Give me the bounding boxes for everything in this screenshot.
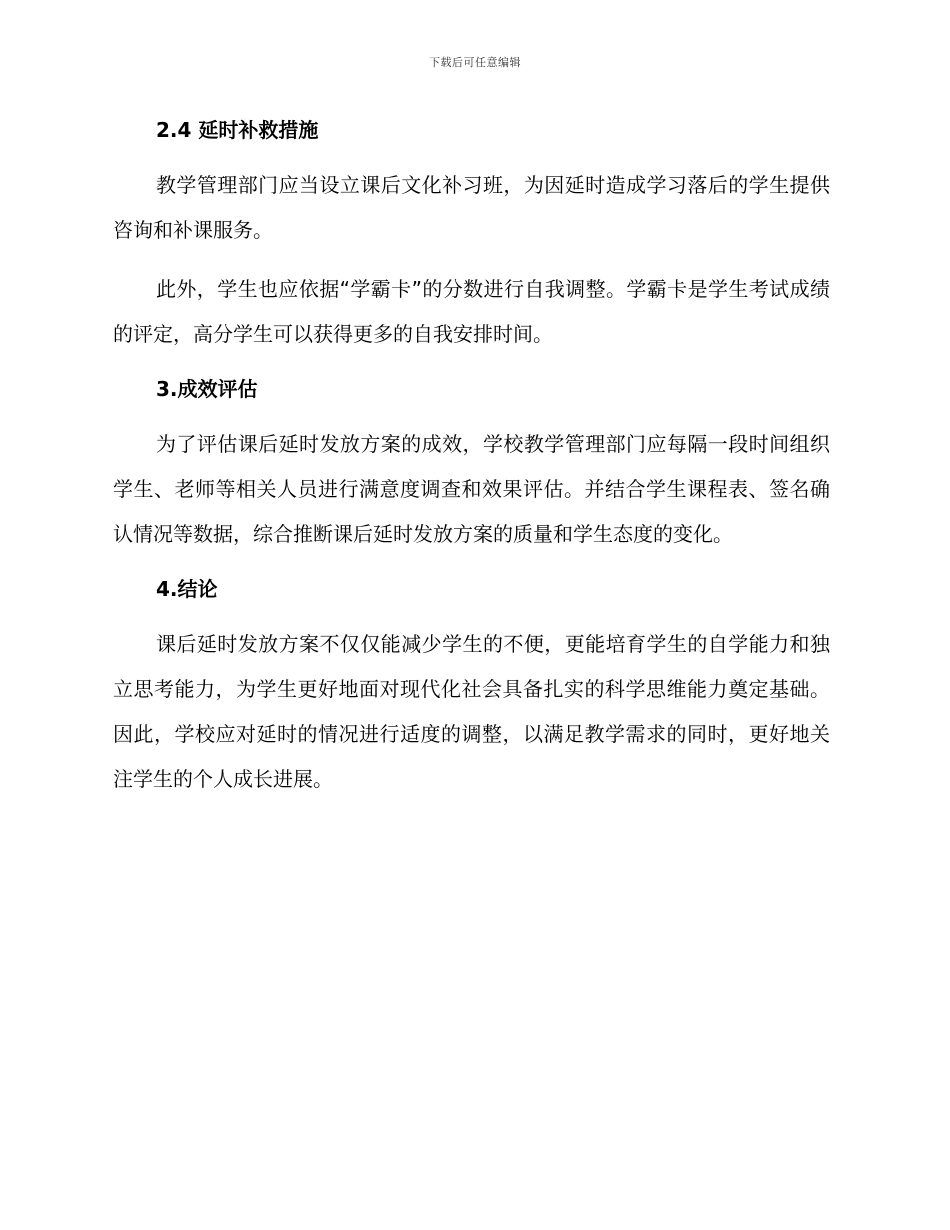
- paragraph: 此外，学生也应依据“学霸卡”的分数进行自我调整。学霸卡是学生考试成绩的评定，高分学生可以获得更多的自我安排时间。: [113, 277, 830, 346]
- document-body: [113, 112, 830, 802]
- paragraph: 课后延时发放方案不仅仅能减少学生的不便，更能培育学生的自学能力和独立思考能力，为学生更好地面对现代化社会具备扎实的科学思维能力奠定基础。因此，学校应对延时的情况进行适度的调整，以满足教学需求的同时，更好地关注学生的个人成长进展。: [113, 632, 830, 791]
- page-header: 下载后可任意编辑: [429, 56, 521, 69]
- paragraph: 为了评估课后延时发放方案的成效，学校教学管理部门应每隔一段时间组织学生、老师等相关人员进行满意度调查和效果评估。并结合学生课程表、签名确认情况等数据，综合推断课后延时发放方案的质量和学生态度的变化。: [113, 432, 830, 546]
- paragraph: 教学管理部门应当设立课后文化补习班，为因延时造成学习落后的学生提供咨询和补课服务。: [113, 173, 830, 242]
- section-heading-4: 4.结论: [156, 577, 218, 601]
- section-heading-2-4: 2.4 延时补救措施: [156, 118, 319, 142]
- section-heading-3: 3.成效评估: [156, 377, 258, 401]
